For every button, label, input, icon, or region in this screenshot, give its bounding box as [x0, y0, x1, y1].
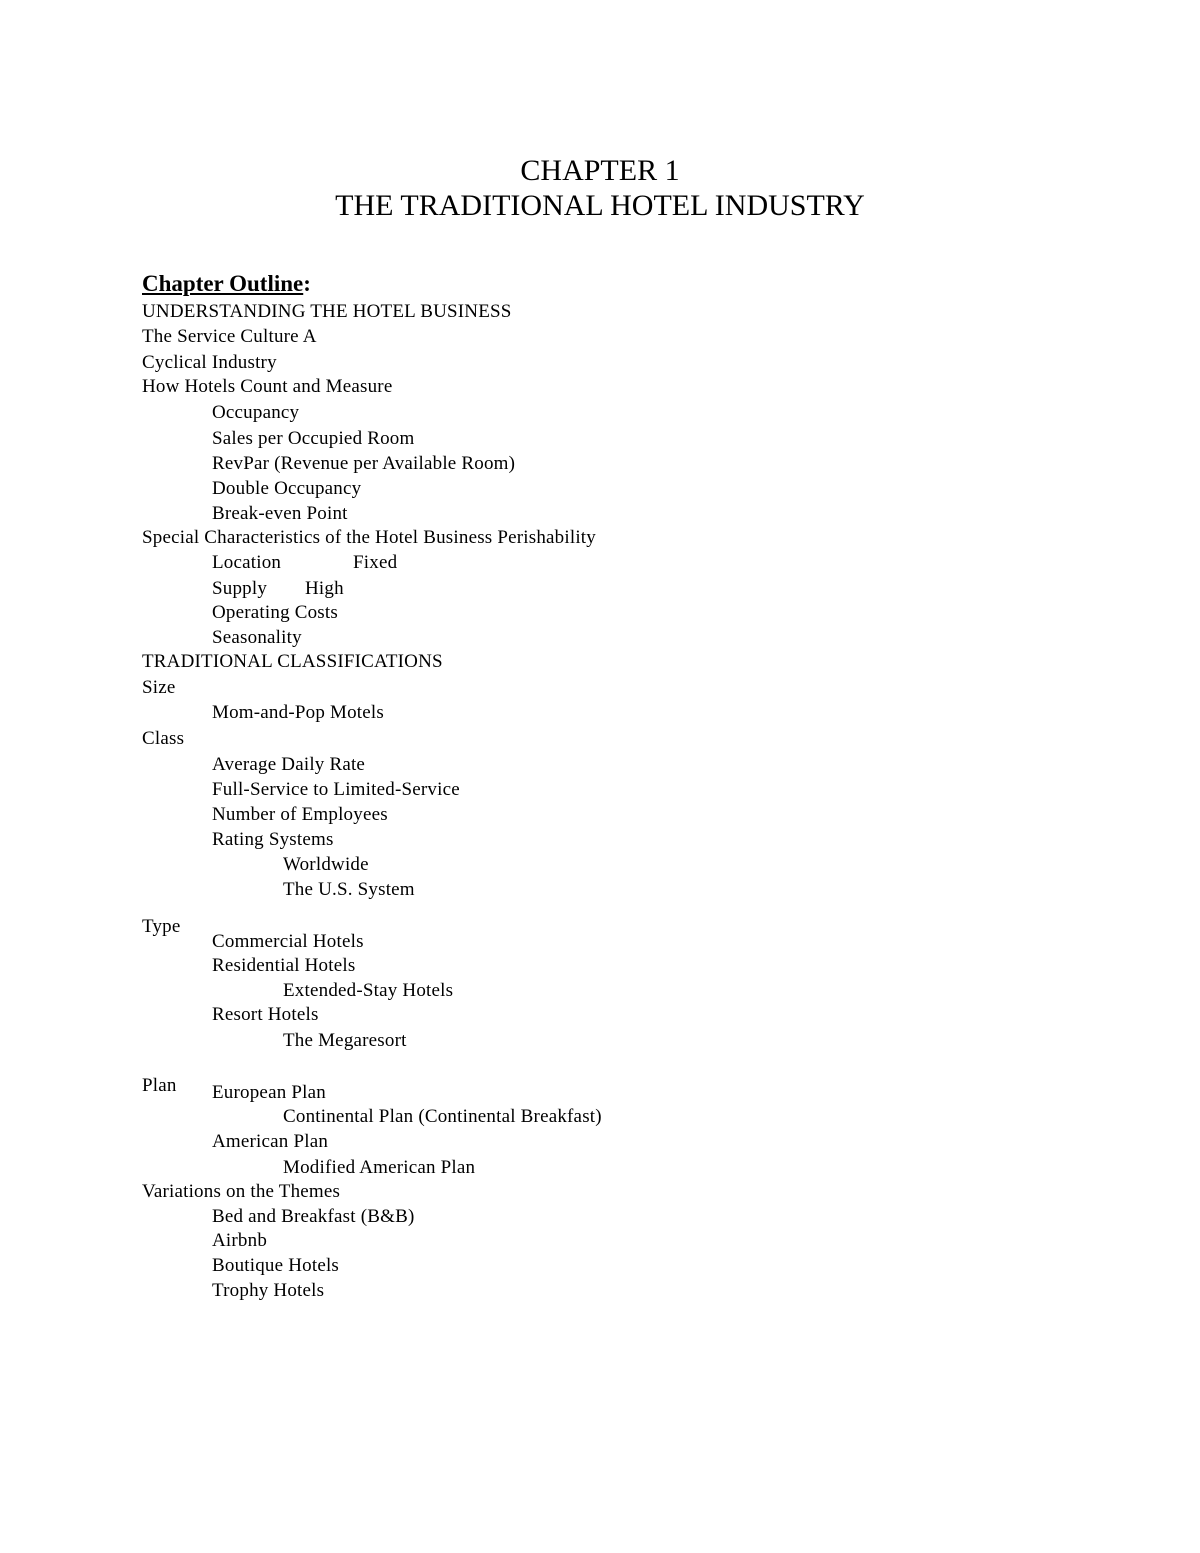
outline-item: Continental Plan (Continental Breakfast) [283, 1106, 602, 1127]
chapter-title: THE TRADITIONAL HOTEL INDUSTRY [335, 189, 865, 222]
outline-item-label: Supply [212, 578, 268, 599]
outline-item: Trophy Hotels [212, 1280, 325, 1301]
chapter-outline-label: Chapter Outline [142, 271, 304, 296]
outline-item-value: Fixed [353, 552, 398, 573]
outline-item [212, 551, 398, 575]
outline-item: Size [142, 677, 176, 698]
outline-item: RevPar (Revenue per Available Room) [212, 453, 516, 474]
chapter-number-title: CHAPTER 1 [520, 154, 680, 187]
outline-item: Extended-Stay Hotels [283, 980, 454, 1001]
outline-item: Modified American Plan [283, 1157, 476, 1178]
outline-item [212, 577, 344, 601]
outline-item: The U.S. System [283, 879, 415, 900]
outline-item: Airbnb [212, 1230, 268, 1251]
outline-item: Average Daily Rate [212, 754, 366, 775]
outline-item: TRADITIONAL CLASSIFICATIONS [142, 651, 443, 672]
chapter-outline-colon: : [303, 271, 311, 296]
outline-item: The Service Culture A [142, 326, 317, 347]
outline-item: Class [142, 728, 185, 749]
outline-item: European Plan [212, 1082, 326, 1103]
outline-item: The Megaresort [283, 1030, 407, 1051]
outline-item: Bed and Breakfast (B&B) [212, 1206, 415, 1227]
outline-item: Break-even Point [212, 503, 348, 524]
outline-item: Commercial Hotels [212, 931, 364, 952]
outline-item: Special Characteristics of the Hotel Business Perishability [142, 527, 596, 548]
outline-item: Residential Hotels [212, 955, 356, 976]
outline-item-label: Location [212, 552, 282, 573]
outline-item: Operating Costs [212, 602, 338, 623]
outline-item: Plan [142, 1075, 177, 1096]
outline-item: Cyclical Industry [142, 352, 277, 373]
outline-item-value: High [305, 578, 344, 599]
outline-item: Type [142, 916, 181, 937]
chapter-outline-heading [142, 269, 311, 299]
outline-item: Number of Employees [212, 804, 388, 825]
outline-item: Sales per Occupied Room [212, 428, 415, 449]
outline-item: Resort Hotels [212, 1004, 319, 1025]
outline-item: Seasonality [212, 627, 302, 648]
outline-item: UNDERSTANDING THE HOTEL BUSINESS [142, 301, 512, 322]
outline-item: How Hotels Count and Measure [142, 376, 393, 397]
outline-item: Mom-and-Pop Motels [212, 702, 384, 723]
outline-item: Full-Service to Limited-Service [212, 779, 460, 800]
outline-item: Rating Systems [212, 829, 334, 850]
outline-item: American Plan [212, 1131, 329, 1152]
outline-item: Variations on the Themes [142, 1181, 341, 1202]
outline-item: Occupancy [212, 402, 300, 423]
outline-item: Worldwide [283, 854, 369, 875]
outline-item: Boutique Hotels [212, 1255, 340, 1276]
outline-item: Double Occupancy [212, 478, 362, 499]
